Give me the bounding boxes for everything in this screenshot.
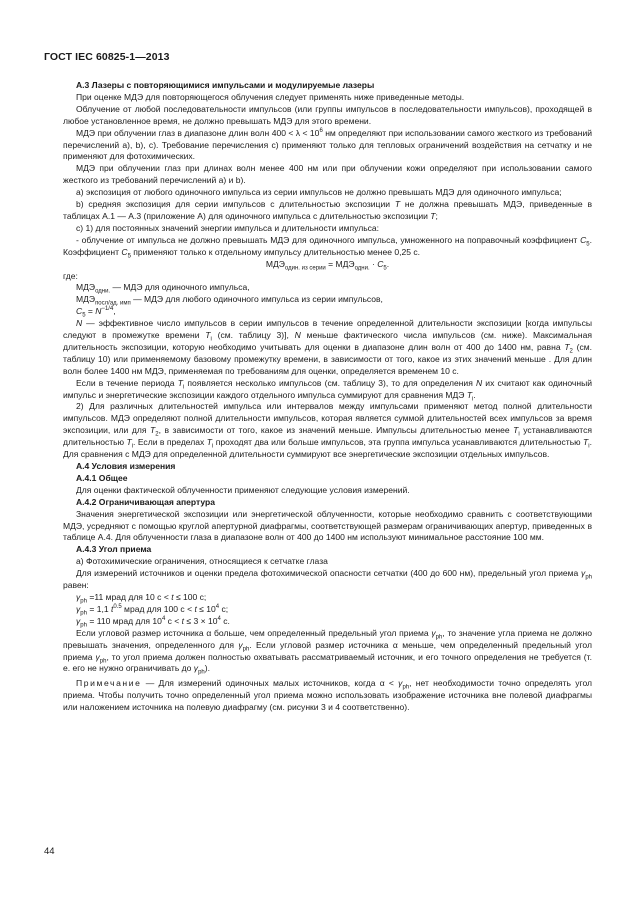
equation-line: $\gamma_{ph} = 1,1$ $t^{0.5}$ мрад для 100 $с < t \le 10^4$ с; bbox=[76, 603, 229, 617]
section-a42-title: А.4.2 Ограничивающая апертура bbox=[76, 496, 216, 507]
paragraph: - облучение от импульса не должно превышать МДЭ для одиночного импульса, умноженного на поправочный коэффициент $C_5$. Коэффициент $C_5$ применяют только к отдельному импульсу длительностью менее 0,25 с. bbox=[63, 234, 592, 260]
note: Примечание — Для измерений одиночных малых источников, когда $\alpha < \gamma_{ph}$, нет необходимости точно определять угол приема. Чтобы получить точно определенный угол приема можно использовать изображение источника вне полевой диафрагмы или наложением источника на полевую диафрагму (см. рисунки 3 и 4 соответственно). bbox=[63, 678, 592, 713]
paragraph: Значения энергетической экспозиции или энергетической облученности, которые необходимо сравнить с соответствующими МДЭ, усредняют с помощью круглой апертурной диафрагмы, соответствующей размерам ограничивающих апертур, приведенных в таблице А.4. Для облученности глаза в диапазоне волн от 400 до 1400 нм используют минимальное расстояние 100 мм. bbox=[63, 508, 592, 543]
paragraph: 2) Для различных длительностей импульса или интервалов между импульсами применяют метод полной длительности импульсов. МДЭ определяют полной длительности импульсов, которая является суммой длительностей всех импульсов за время экспозиции, или для $T_2$, в зависимости от того, какое из значений меньше. Импульсы длительностью менее $T_i$ устанавливаются длительностью $T_i$. Если в пределах $T_i$ проходят два или больше импульсов, эта группа импульса усанавливаются длительностью $T_i$. Для сравнения с МДЭ для определенной длительности суммируют все энергетические экспозиции отдельных импульсов. bbox=[63, 401, 592, 460]
page-content bbox=[63, 80, 592, 714]
paragraph: МДЭ при облучении глаз в диапазоне длин волн $400 < \lambda < 10^6$ нм определяют при использовании самого жесткого из требований перечислений а), b), с). Требование перечисления с) применяют только для тепловых ограничений воздействия на сетчатку и не применяют для фотохимических. bbox=[63, 127, 592, 162]
paragraph: МДЭ при облучении глаз при длинах волн менее 400 нм или при облучении кожи определяют при использовании самого жесткого из требований перечислений а) и b). bbox=[63, 163, 592, 186]
paragraph: Для оценки фактической облученности применяют следующие условия измерений. bbox=[76, 484, 410, 495]
definition: N — эффективное число импульсов в серии импульсов в течение определенной длительности экспозиции [когда импульсы следуют в промежутке времени $T_i$ (см. таблицу 3)], N меньше фактического числа импульсов (см. ниже). Максимальная длительность экспозиции, которую необходимо учитывать для оценки в диапазоне длин волн от 400 до 1400 нм, равна $T_2$ (см. таблицу 10) или применяемому базовому промежутку времени, в зависимости от того, какое из этих значений меньше . Для длин волн более 1400 нм МДЭ, применяемая по требованиям для оценки, определяется временем 10 с. bbox=[63, 318, 592, 376]
formula: $МДЭ_{один. из серии} = МДЭ_{одни.} \cdot C_5$. bbox=[265, 258, 390, 272]
where-label: где: bbox=[63, 270, 78, 281]
paragraph: Для измерений источников и оценки предела фотохимической опасности сетчатки (400 до 600 нм), предельный угол приема $\gamma_{ph}$ равен: bbox=[63, 568, 592, 591]
section-a41-title: А.4.1 Общее bbox=[76, 472, 128, 483]
paragraph: а) Фотохимические ограничения, относящиеся к сетчатке глаза bbox=[76, 556, 328, 567]
list-item: а) экспозиция от любого одиночного импульса из серии импульсов не должно превышать МДЭ для одиночного импульса; bbox=[76, 187, 562, 198]
paragraph: Если в течение периода $T_i$ появляется несколько импульсов (см. таблицу 3), то для определения N их считают как одиночный импульс и энергетические экспозиции каждого отдельного импульса суммируют для сравнения МДЭ $T_i$. bbox=[63, 377, 592, 403]
definition: $МДЭ_{одни.}$ — МДЭ для одиночного импульса, bbox=[76, 282, 250, 296]
definition: $C_5 = N^{-1/4}$, bbox=[76, 306, 116, 319]
equation-line: $\gamma_{ph} =11$ мрад для 10 с < t ≤ 100 с; bbox=[76, 591, 207, 605]
document-header: ГОСТ IEC 60825-1—2013 bbox=[44, 51, 170, 63]
list-item: с) 1) для постоянных значений энергии импульса и длительности импульса: bbox=[76, 222, 380, 233]
paragraph: Облучение от любой последовательности импульсов (или группы импульсов в последовательности импульсов), проходящей в любое установленное время, не должно превышать МДЭ для этого времени. bbox=[63, 103, 592, 126]
page-number: 44 bbox=[44, 846, 55, 857]
section-a3-title: А.3 Лазеры с повторяющимися импульсами и модулируемые лазеры bbox=[76, 80, 375, 90]
paragraph: При оценке МДЭ для повторяющегося облучения следует применять ниже приведенные методы. bbox=[76, 91, 465, 102]
section-a43-title: А.4.3 Угол приема bbox=[76, 544, 152, 555]
section-a4-title: А.4 Условия измерения bbox=[76, 461, 176, 471]
definition: $МДЭ_{посл/ад. имп}$ — МДЭ для любого одиночного импульса из серии импульсов, bbox=[76, 294, 383, 308]
list-item: b) средняя экспозиция для серии импульсов с длительностью экспозиции T не должна превышать МДЭ, приведенные в таблицах А.1 — А.3 (приложение А) для одиночного импульса с длительностью экспозиции T; bbox=[63, 199, 592, 221]
equation-line: $\gamma_{ph} = 110$ мрад для $10^4$ $с < t \le 3 \times 10^4$ с. bbox=[76, 615, 230, 629]
paragraph: Если угловой размер источника α больше, чем определенный предельный угол приема $\gamma_{ph}$, то значение угла приема не должно превышать значения, определенного для $\gamma_{ph}$. Если угловой размер источника α меньше, чем определенный предельный угол приема $\gamma_{ph}$, то угол приема должен полностью охватывать рассматриваемый источник, и его точного определения не требуется (т. е. его не нужно ограничивать до $\gamma_{ph}$). bbox=[63, 627, 592, 677]
